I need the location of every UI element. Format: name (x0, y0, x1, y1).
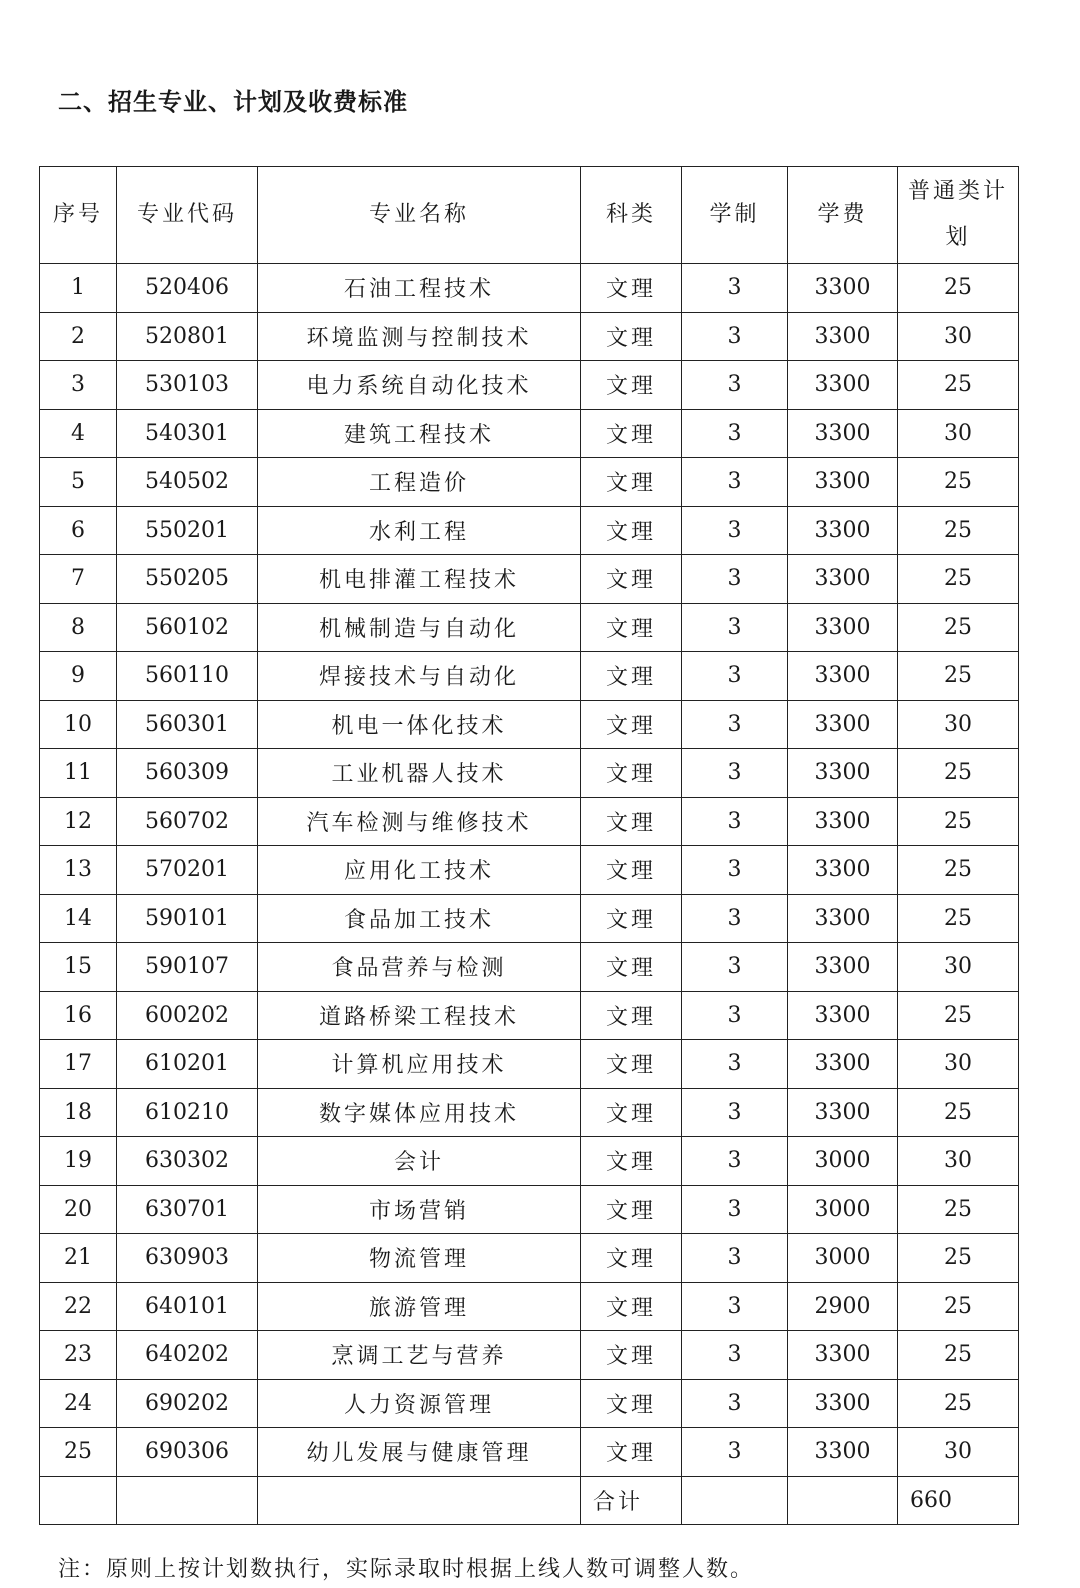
cell-major-code: 550201 (117, 506, 258, 555)
cell-category: 文理 (581, 409, 682, 458)
cell-serial: 23 (40, 1331, 117, 1380)
cell-major-name: 旅游管理 (258, 1282, 581, 1331)
cell-tuition: 3300 (788, 458, 898, 507)
header-plan (898, 167, 1019, 264)
cell-category: 文理 (581, 555, 682, 604)
cell-tuition: 3300 (788, 555, 898, 604)
cell-major-name: 应用化工技术 (258, 846, 581, 895)
cell-duration: 3 (682, 1185, 788, 1234)
cell-duration: 3 (682, 1331, 788, 1380)
cell-major-code: 600202 (117, 991, 258, 1040)
cell-tuition: 3300 (788, 797, 898, 846)
cell-tuition: 3300 (788, 1040, 898, 1089)
cell-plan: 25 (898, 1331, 1019, 1380)
cell-tuition: 3300 (788, 1331, 898, 1380)
header-major-name: 专业名称 (258, 167, 581, 264)
cell-duration: 3 (682, 749, 788, 798)
cell-major-name: 工程造价 (258, 458, 581, 507)
header-tuition: 学费 (788, 167, 898, 264)
table-row (40, 312, 1019, 361)
table-row (40, 991, 1019, 1040)
cell-plan: 30 (898, 1137, 1019, 1186)
cell-category: 文理 (581, 991, 682, 1040)
cell-major-name: 数字媒体应用技术 (258, 1088, 581, 1137)
empty-cell (682, 1476, 788, 1525)
cell-tuition: 3300 (788, 409, 898, 458)
cell-category: 文理 (581, 652, 682, 701)
cell-major-code: 640202 (117, 1331, 258, 1380)
cell-category: 文理 (581, 458, 682, 507)
cell-major-name: 焊接技术与自动化 (258, 652, 581, 701)
cell-major-name: 幼儿发展与健康管理 (258, 1428, 581, 1477)
cell-duration: 3 (682, 1088, 788, 1137)
cell-plan: 25 (898, 1282, 1019, 1331)
table-row (40, 1088, 1019, 1137)
cell-major-name: 物流管理 (258, 1234, 581, 1283)
cell-plan: 25 (898, 555, 1019, 604)
cell-major-code: 610201 (117, 1040, 258, 1089)
cell-major-code: 560301 (117, 700, 258, 749)
cell-duration: 3 (682, 652, 788, 701)
cell-duration: 3 (682, 991, 788, 1040)
table-row (40, 264, 1019, 313)
cell-major-name: 会计 (258, 1137, 581, 1186)
table-row (40, 894, 1019, 943)
cell-plan: 25 (898, 749, 1019, 798)
cell-serial: 20 (40, 1185, 117, 1234)
cell-plan: 25 (898, 1088, 1019, 1137)
total-row (40, 1476, 1019, 1525)
table-row (40, 1282, 1019, 1331)
cell-serial: 9 (40, 652, 117, 701)
cell-tuition: 3300 (788, 652, 898, 701)
cell-major-code: 590107 (117, 943, 258, 992)
cell-category: 文理 (581, 361, 682, 410)
table-row (40, 458, 1019, 507)
cell-plan: 30 (898, 409, 1019, 458)
cell-tuition: 3300 (788, 603, 898, 652)
cell-duration: 3 (682, 264, 788, 313)
cell-major-code: 630701 (117, 1185, 258, 1234)
cell-plan: 25 (898, 361, 1019, 410)
table-body (40, 264, 1019, 1525)
cell-major-code: 550205 (117, 555, 258, 604)
cell-serial: 11 (40, 749, 117, 798)
cell-serial: 5 (40, 458, 117, 507)
cell-category: 文理 (581, 1379, 682, 1428)
cell-plan: 30 (898, 312, 1019, 361)
table-row (40, 1137, 1019, 1186)
cell-category: 文理 (581, 749, 682, 798)
cell-serial: 21 (40, 1234, 117, 1283)
cell-tuition: 3000 (788, 1137, 898, 1186)
cell-serial: 10 (40, 700, 117, 749)
cell-plan: 25 (898, 1185, 1019, 1234)
table-row (40, 603, 1019, 652)
table-row (40, 797, 1019, 846)
cell-major-name: 机电排灌工程技术 (258, 555, 581, 604)
cell-major-code: 630903 (117, 1234, 258, 1283)
cell-category: 文理 (581, 1137, 682, 1186)
cell-duration: 3 (682, 458, 788, 507)
cell-major-code: 690306 (117, 1428, 258, 1477)
cell-major-code: 570201 (117, 846, 258, 895)
cell-category: 文理 (581, 603, 682, 652)
cell-duration: 3 (682, 894, 788, 943)
cell-major-name: 食品加工技术 (258, 894, 581, 943)
cell-duration: 3 (682, 1282, 788, 1331)
cell-duration: 3 (682, 797, 788, 846)
cell-serial: 22 (40, 1282, 117, 1331)
table-row (40, 506, 1019, 555)
cell-serial: 6 (40, 506, 117, 555)
footnote: 注：原则上按计划数执行，实际录取时根据上线人数可调整人数。 (58, 1557, 755, 1582)
cell-duration: 3 (682, 409, 788, 458)
cell-tuition: 3000 (788, 1185, 898, 1234)
cell-tuition: 3300 (788, 361, 898, 410)
header-major-code: 专业代码 (117, 167, 258, 264)
cell-major-name: 食品营养与检测 (258, 943, 581, 992)
table-row (40, 1379, 1019, 1428)
cell-duration: 3 (682, 1379, 788, 1428)
enrollment-plan-table (39, 166, 1019, 1525)
cell-plan: 30 (898, 700, 1019, 749)
cell-plan: 25 (898, 797, 1019, 846)
cell-duration: 3 (682, 555, 788, 604)
table-row (40, 749, 1019, 798)
cell-tuition: 3300 (788, 264, 898, 313)
table-row (40, 1428, 1019, 1477)
cell-category: 文理 (581, 894, 682, 943)
cell-category: 文理 (581, 846, 682, 895)
empty-cell (117, 1476, 258, 1525)
table-row (40, 361, 1019, 410)
cell-serial: 8 (40, 603, 117, 652)
cell-plan: 25 (898, 652, 1019, 701)
cell-major-name: 工业机器人技术 (258, 749, 581, 798)
cell-major-code: 640101 (117, 1282, 258, 1331)
cell-category: 文理 (581, 1428, 682, 1477)
cell-category: 文理 (581, 1040, 682, 1089)
cell-tuition: 3300 (788, 894, 898, 943)
cell-major-name: 人力资源管理 (258, 1379, 581, 1428)
cell-serial: 1 (40, 264, 117, 313)
cell-major-code: 560309 (117, 749, 258, 798)
total-label: 合计 (581, 1476, 682, 1525)
cell-major-name: 道路桥梁工程技术 (258, 991, 581, 1040)
cell-serial: 25 (40, 1428, 117, 1477)
cell-duration: 3 (682, 361, 788, 410)
cell-category: 文理 (581, 1282, 682, 1331)
cell-serial: 3 (40, 361, 117, 410)
cell-serial: 14 (40, 894, 117, 943)
cell-duration: 3 (682, 700, 788, 749)
cell-tuition: 2900 (788, 1282, 898, 1331)
cell-major-code: 540301 (117, 409, 258, 458)
cell-tuition: 3300 (788, 991, 898, 1040)
cell-category: 文理 (581, 797, 682, 846)
cell-plan: 25 (898, 603, 1019, 652)
empty-cell (258, 1476, 581, 1525)
cell-serial: 13 (40, 846, 117, 895)
cell-tuition: 3300 (788, 1379, 898, 1428)
cell-category: 文理 (581, 700, 682, 749)
cell-major-code: 560702 (117, 797, 258, 846)
cell-duration: 3 (682, 1137, 788, 1186)
cell-major-name: 水利工程 (258, 506, 581, 555)
table-row (40, 555, 1019, 604)
cell-plan: 25 (898, 506, 1019, 555)
total-value: 660 (898, 1476, 1019, 1525)
cell-serial: 4 (40, 409, 117, 458)
cell-duration: 3 (682, 943, 788, 992)
cell-serial: 16 (40, 991, 117, 1040)
cell-major-name: 石油工程技术 (258, 264, 581, 313)
cell-major-name: 市场营销 (258, 1185, 581, 1234)
cell-major-name: 电力系统自动化技术 (258, 361, 581, 410)
cell-duration: 3 (682, 506, 788, 555)
cell-category: 文理 (581, 312, 682, 361)
cell-duration: 3 (682, 603, 788, 652)
cell-plan: 30 (898, 943, 1019, 992)
cell-serial: 2 (40, 312, 117, 361)
cell-plan: 25 (898, 894, 1019, 943)
cell-category: 文理 (581, 506, 682, 555)
cell-major-code: 540502 (117, 458, 258, 507)
cell-duration: 3 (682, 1428, 788, 1477)
header-duration: 学制 (682, 167, 788, 264)
cell-duration: 3 (682, 1234, 788, 1283)
cell-serial: 19 (40, 1137, 117, 1186)
section-title: 二、招生专业、计划及收费标准 (58, 88, 408, 116)
cell-category: 文理 (581, 1088, 682, 1137)
cell-tuition: 3300 (788, 749, 898, 798)
cell-tuition: 3300 (788, 846, 898, 895)
cell-major-code: 610210 (117, 1088, 258, 1137)
cell-major-name: 烹调工艺与营养 (258, 1331, 581, 1380)
cell-major-code: 530103 (117, 361, 258, 410)
cell-duration: 3 (682, 1040, 788, 1089)
table-row (40, 652, 1019, 701)
cell-major-code: 560102 (117, 603, 258, 652)
cell-tuition: 3300 (788, 943, 898, 992)
cell-major-code: 690202 (117, 1379, 258, 1428)
cell-duration: 3 (682, 846, 788, 895)
cell-major-name: 汽车检测与维修技术 (258, 797, 581, 846)
cell-major-name: 机电一体化技术 (258, 700, 581, 749)
cell-category: 文理 (581, 264, 682, 313)
header-plan-text: 普通类计划 (907, 179, 1008, 250)
cell-tuition: 3000 (788, 1234, 898, 1283)
cell-plan: 30 (898, 1040, 1019, 1089)
table-row (40, 846, 1019, 895)
cell-serial: 7 (40, 555, 117, 604)
cell-major-name: 建筑工程技术 (258, 409, 581, 458)
cell-major-name: 机械制造与自动化 (258, 603, 581, 652)
cell-duration: 3 (682, 312, 788, 361)
cell-serial: 15 (40, 943, 117, 992)
cell-tuition: 3300 (788, 1428, 898, 1477)
cell-serial: 24 (40, 1379, 117, 1428)
cell-plan: 25 (898, 846, 1019, 895)
empty-cell (788, 1476, 898, 1525)
cell-plan: 25 (898, 458, 1019, 507)
cell-plan: 25 (898, 991, 1019, 1040)
cell-major-code: 520406 (117, 264, 258, 313)
table-header-row (40, 167, 1019, 264)
cell-major-code: 520801 (117, 312, 258, 361)
cell-major-code: 630302 (117, 1137, 258, 1186)
cell-tuition: 3300 (788, 1088, 898, 1137)
cell-serial: 18 (40, 1088, 117, 1137)
cell-category: 文理 (581, 1331, 682, 1380)
cell-plan: 25 (898, 1234, 1019, 1283)
cell-major-code: 590101 (117, 894, 258, 943)
table-row (40, 700, 1019, 749)
table-row (40, 943, 1019, 992)
cell-plan: 30 (898, 1428, 1019, 1477)
table-row (40, 1234, 1019, 1283)
cell-major-name: 计算机应用技术 (258, 1040, 581, 1089)
table-row (40, 1185, 1019, 1234)
cell-plan: 25 (898, 1379, 1019, 1428)
cell-serial: 17 (40, 1040, 117, 1089)
header-category: 科类 (581, 167, 682, 264)
table-row (40, 409, 1019, 458)
cell-tuition: 3300 (788, 700, 898, 749)
cell-serial: 12 (40, 797, 117, 846)
cell-major-name: 环境监测与控制技术 (258, 312, 581, 361)
cell-tuition: 3300 (788, 312, 898, 361)
table-row (40, 1040, 1019, 1089)
cell-major-code: 560110 (117, 652, 258, 701)
header-serial: 序号 (40, 167, 117, 264)
table-row (40, 1331, 1019, 1380)
cell-tuition: 3300 (788, 506, 898, 555)
cell-category: 文理 (581, 1185, 682, 1234)
cell-plan: 25 (898, 264, 1019, 313)
cell-category: 文理 (581, 1234, 682, 1283)
empty-cell (40, 1476, 117, 1525)
cell-category: 文理 (581, 943, 682, 992)
